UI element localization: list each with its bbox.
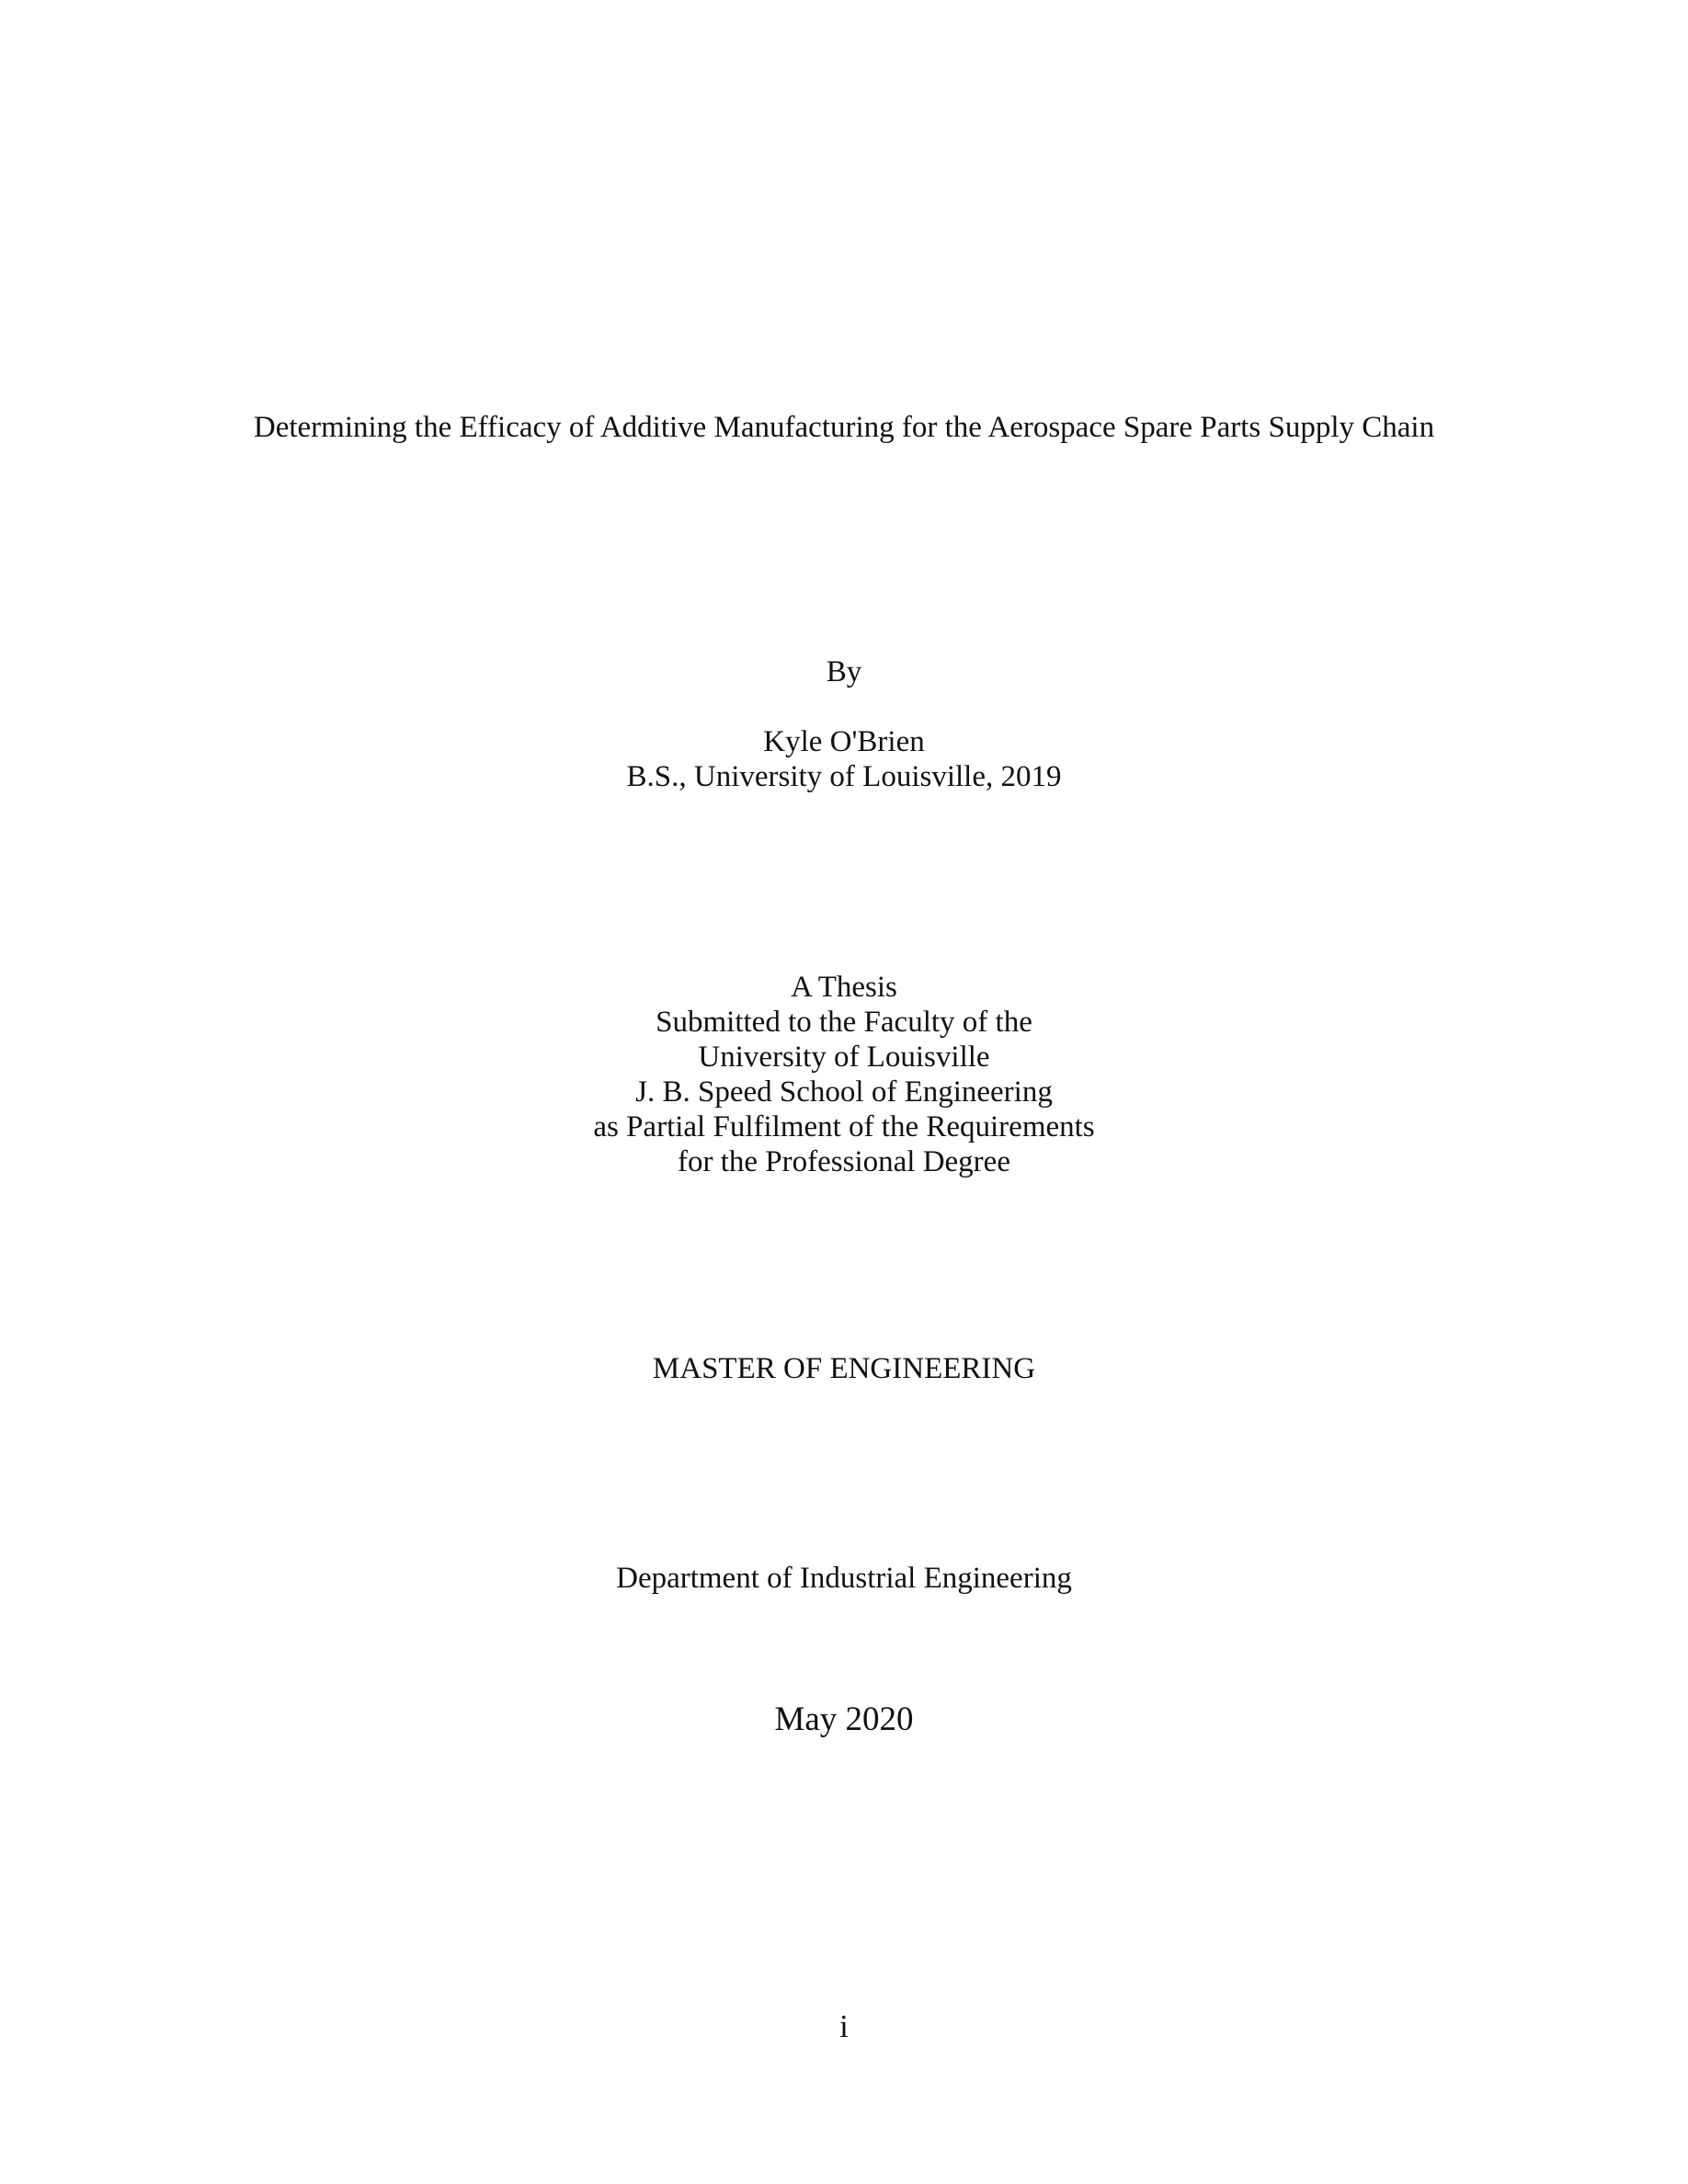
thesis-statement-line: University of Louisville (698, 1041, 990, 1074)
thesis-statement-line: J. B. Speed School of Engineering (635, 1075, 1053, 1109)
department-name: Department of Industrial Engineering (616, 1562, 1072, 1595)
by-label: By (826, 655, 862, 688)
thesis-statement-line: as Partial Fulfilment of the Requirements (593, 1110, 1095, 1143)
thesis-statement (0, 970, 1688, 1179)
thesis-statement-line: A Thesis (791, 971, 897, 1004)
thesis-statement-line: Submitted to the Faculty of the (656, 1006, 1032, 1039)
author-name: Kyle O'Brien (763, 725, 925, 758)
thesis-title: Determining the Efficacy of Additive Manufacturing for the Aerospace Spare Parts Supply Chain (253, 411, 1435, 444)
page-number: i (839, 2008, 849, 2044)
degree-name: MASTER OF ENGINEERING (652, 1352, 1036, 1385)
thesis-statement-line: for the Professional Degree (678, 1145, 1010, 1178)
prior-degree: B.S., University of Louisville, 2019 (626, 760, 1062, 793)
submission-date: May 2020 (774, 1701, 914, 1738)
